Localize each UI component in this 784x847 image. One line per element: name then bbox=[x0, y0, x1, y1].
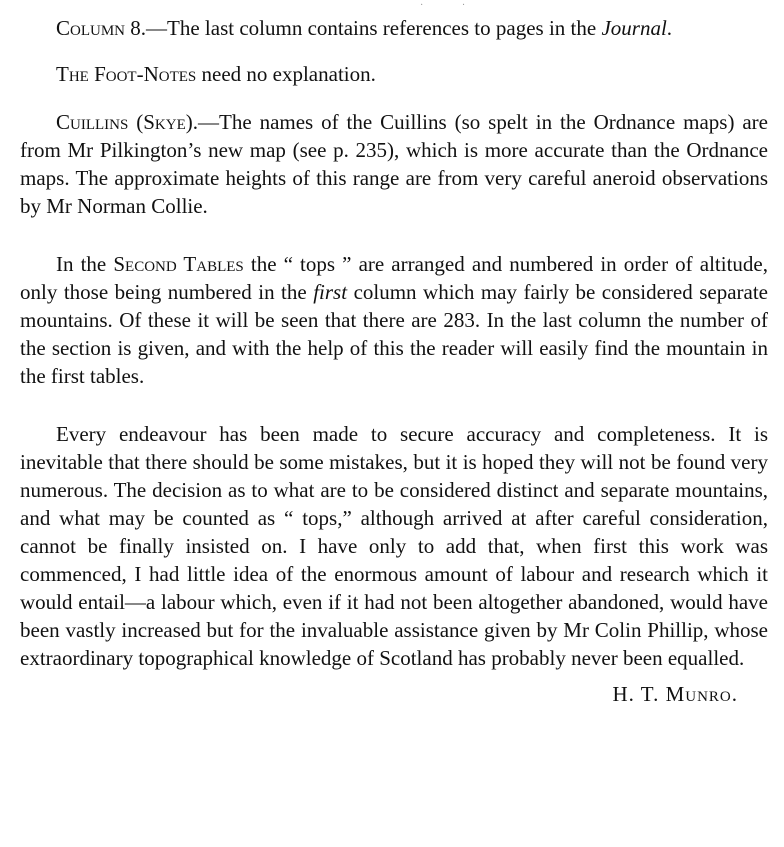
paragraph-text: need no explanation. bbox=[196, 62, 376, 86]
paragraph-text: In the bbox=[56, 252, 114, 276]
section-lead-second-tables: Second Tables bbox=[113, 252, 244, 276]
paragraph-text: —The names of the Cuillins (so spelt in the Ordnance maps) are from Mr Pilkington’s new map (see p. 235), which is more accurate than the Ordnance maps. The approximate heights of this range are from very careful aneroid observations by Mr Norman Collie. bbox=[20, 110, 768, 218]
section-lead-column-8: Column 8. bbox=[56, 16, 147, 40]
paragraph-second-tables bbox=[20, 250, 768, 390]
paragraph-text: Every endeavour has been made to secure accuracy and completeness. It is inevitable that there should be some mistakes, but it is hoped they will not be found very numerous. The decision as to what are to be considered distinct and separate mountains, and what may be counted as “ tops,” although arrived at after careful consideration, cannot be finally insisted on. I have only to add that, when first this work was commenced, I had little idea of the enormous amount of labour and research which it would entail—a labour which, even if it had not been altogether abandoned, would have been vastly increased but for the invaluable assistance given by Mr Colin Phillip, whose extraordinary topographical knowledge of Scotland has probably never been equalled. bbox=[20, 422, 768, 670]
paragraph-foot-notes bbox=[20, 60, 768, 88]
journal-italic: Journal bbox=[601, 16, 667, 40]
section-lead-foot-notes: The Foot-Notes bbox=[56, 62, 197, 86]
print-specks: · · bbox=[420, 0, 484, 11]
paragraph-text: . bbox=[666, 16, 673, 40]
document-page bbox=[20, 14, 768, 708]
paragraph-cuillins bbox=[20, 108, 768, 220]
paragraph-text: —The last column contains references to pages in the bbox=[146, 16, 602, 40]
paragraph-endeavour bbox=[20, 420, 768, 672]
paragraph-column-8 bbox=[20, 14, 768, 42]
section-lead-cuillins: Cuillins (Skye). bbox=[56, 110, 198, 134]
paragraph-text: column which may fairly be considered separate mountains. Of these it will be seen that there are 283. In the last column the number of the section is given, and with the help of this the reader will easily find the mountain in the first tables. bbox=[20, 280, 769, 388]
paragraph-text: the “ tops ” are arranged and numbered in order of altitude, only those being numbered in the bbox=[20, 252, 768, 304]
signature: H. T. Munro. bbox=[612, 682, 738, 706]
first-italic: first bbox=[313, 280, 348, 304]
